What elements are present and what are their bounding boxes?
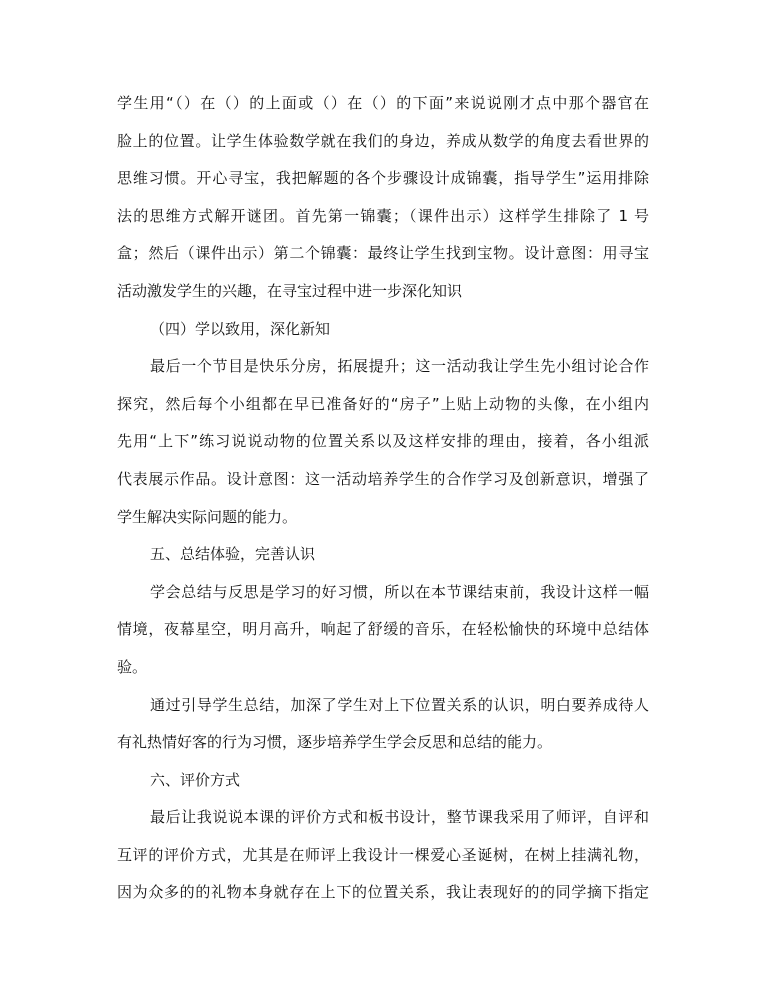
body-text-line: 盒；然后（课件出示）第二个锦囊：最终让学生找到宝物。设计意图：用寻宝 (117, 244, 649, 263)
body-text-line: 有礼热情好客的行为习惯，逐步培养学生学会反思和总结的能力。 (117, 733, 553, 752)
body-text-line: 探究，然后每个小组都在早已准备好的“房子”上贴上动物的头像，在小组内 (117, 394, 649, 413)
body-text-line: 学会总结与反思是学习的好习惯，所以在本节课结束前，我设计这样一幅 (150, 582, 649, 601)
body-text-line: 最后让我说说本课的评价方式和板书设计，整节课我采用了师评，自评和 (150, 808, 649, 827)
body-text-line: 因为众多的的礼物本身就存在上下的位置关系，我让表现好的的同学摘下指定 (117, 883, 649, 902)
body-text-line: 互评的评价方式，尤其是在师评上我设计一棵爱心圣诞树，在树上挂满礼物， (117, 845, 649, 864)
body-text-line: 法的思维方式解开谜团。首先第一锦囊；（课件出示）这样学生排除了 1 号 (117, 206, 649, 225)
body-text-line: 学生解决实际问题的能力。 (117, 507, 298, 526)
body-text-line: 通过引导学生总结，加深了学生对上下位置关系的认识，明白要养成待人 (150, 695, 649, 714)
body-text-line: 先用“上下”练习说说动物的位置关系以及这样安排的理由，接着，各小组派 (117, 432, 649, 451)
body-text-line: 验。 (117, 657, 148, 676)
body-text-line: 代表展示作品。设计意图：这一活动培养学生的合作学习及创新意识，增强了 (117, 469, 649, 488)
body-text-line: 最后一个节目是快乐分房，拓展提升；这一活动我让学生先小组讨论合作 (150, 357, 649, 376)
body-text-line: 脸上的位置。让学生体验数学就在我们的身边，养成从数学的角度去看世界的 (117, 131, 649, 150)
section-heading: （四）学以致用，深化新知 (150, 319, 331, 338)
section-heading: 五、总结体验，完善认识 (150, 545, 316, 564)
section-heading: 六、评价方式 (150, 770, 241, 789)
body-text-line: 活动激发学生的兴趣，在寻宝过程中进一步深化知识 (117, 281, 463, 300)
body-text-line: 思维习惯。开心寻宝，我把解题的各个步骤设计成锦囊，指导学生”运用排除 (117, 169, 649, 188)
document-body (117, 85, 649, 912)
body-text-line: 学生用“（）在（）的上面或（）在（）的下面”来说说刚才点中那个器官在 (117, 94, 649, 112)
body-text-line: 情境，夜幕星空，明月高升，响起了舒缓的音乐，在轻松愉快的环境中总结体 (117, 620, 649, 639)
